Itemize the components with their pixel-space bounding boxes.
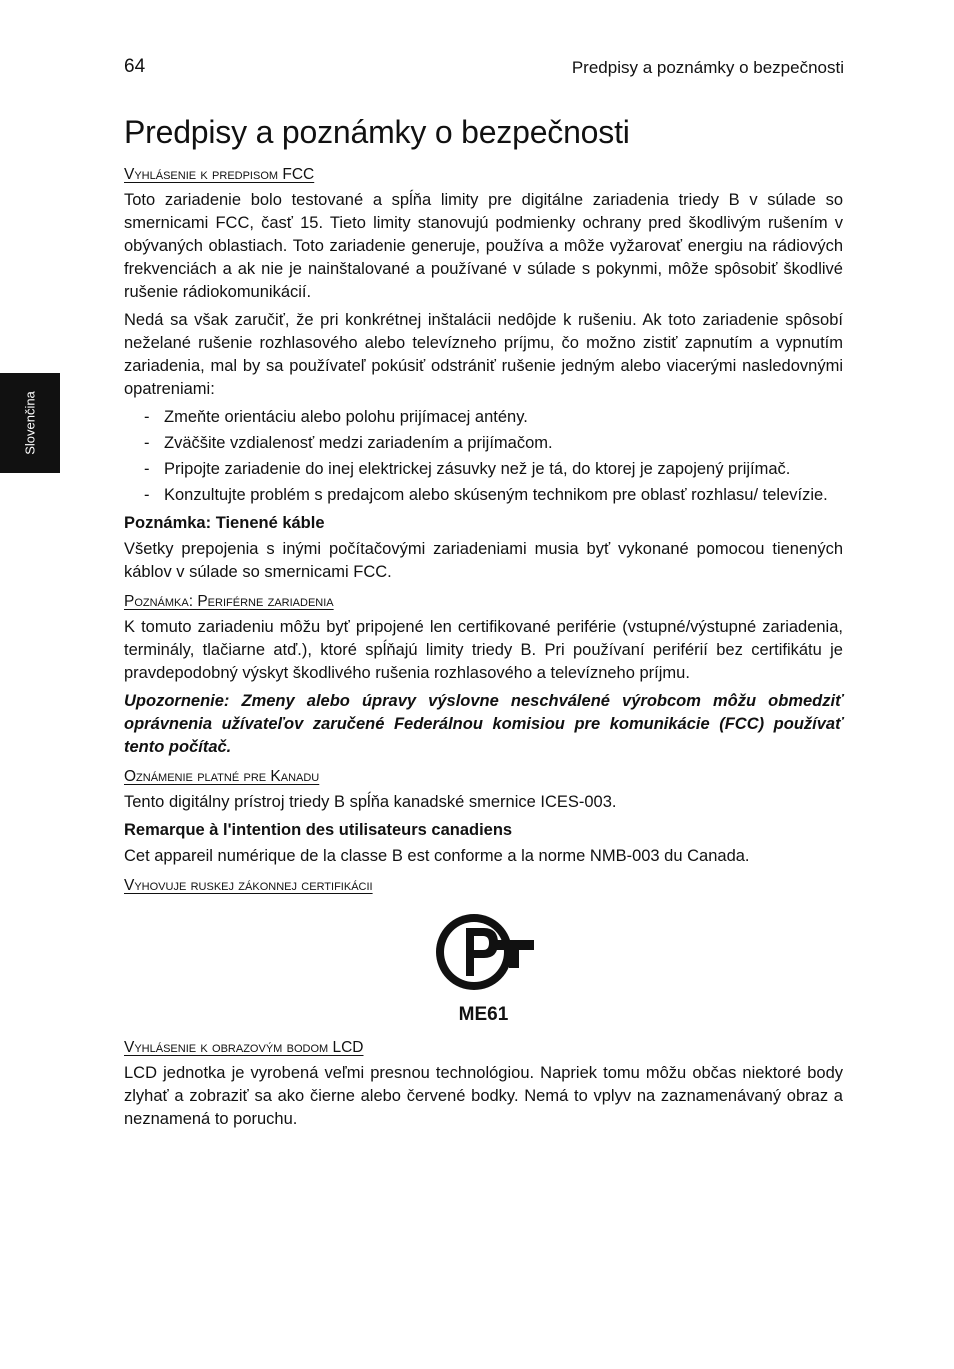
language-side-tab — [0, 373, 60, 473]
lcd-heading: Vyhlásenie k obrazovým bodom LCD — [124, 1039, 364, 1056]
canada-heading: Oznámenie platné pre Kanadu — [124, 768, 320, 785]
list-item — [124, 458, 843, 481]
peripherals-text: K tomuto zariadeniu môžu byť pripojené len certifikované periférie (vstupné/výstupné zariadenia, terminály, tlačiarne atď.), ktoré spĺňajú limity triedy B. Pri používaní periférií bez certifikátu je pravdepodobný výskyt škodlivého rušenia rozhlasového a televízneho príjmu. — [124, 618, 843, 682]
list-item-text: Konzultujte problém s predajcom alebo skúseným technikom pre oblasť rozhlasu/ televízie. — [164, 486, 828, 504]
dash-marker: - — [144, 434, 150, 452]
lcd-text: LCD jednotka je vyrobená veľmi presnou technológiou. Napriek tomu môžu občas niektoré body zlyhať a zobraziť sa ako čierne alebo červené bodky. Nemá to vplyv na zaznamenávaný obraz a neznamená to poruchu. — [124, 1064, 843, 1128]
list-item-text: Zväčšite vzdialenosť medzi zariadením a prijímačom. — [164, 434, 553, 452]
canada-french-text: Cet appareil numérique de la classe B est conforme a la norme NMB-003 du Canada. — [124, 847, 750, 865]
fcc-paragraph-2: Nedá sa však zaručiť, že pri konkrétnej inštalácii nedôjde k rušeniu. Ak toto zariadenie spôsobí neželané rušenie rozhlasového alebo televízneho príjmu, čo možno zistiť zapnutím a vypnutím zariadenia, mal by sa používateľ pokúsiť odstrániť rušenie jedným alebo viacerými nasledovnými opatreniami: — [124, 311, 843, 398]
dash-marker: - — [144, 408, 150, 426]
side-tab-label: Slovenčina — [22, 391, 38, 455]
shielded-cables-note-title: Poznámka: Tienené káble — [124, 514, 325, 532]
peripherals-heading: Poznámka: Periférne zariadenia — [124, 593, 334, 610]
russia-heading: Vyhovuje ruskej zákonnej certifikácii — [124, 877, 373, 894]
page-title: Predpisy a poznámky o bezpečnosti — [124, 114, 630, 150]
list-item-text: Zmeňte orientáciu alebo polohu prijímacej antény. — [164, 408, 528, 426]
page-number: 64 — [124, 56, 146, 77]
canada-french-title: Remarque à l'intention des utilisateurs canadiens — [124, 821, 513, 839]
running-title: Predpisy a poznámky o bezpečnosti — [571, 58, 844, 77]
fcc-warning: Upozornenie: Zmeny alebo úpravy výslovne neschválené výrobcom môžu obmedziť oprávnenia užívateľov zaručené Federálnou komisiou pre komunikácie (FCC) používať tento počítač. — [124, 692, 843, 756]
list-item — [124, 484, 843, 507]
list-item — [124, 406, 843, 429]
page-content — [124, 114, 843, 1136]
list-item-text: Pripojte zariadenie do inej elektrickej zásuvky než je tá, do ktorej je zapojený prijímač. — [164, 460, 791, 478]
fcc-heading: Vyhlásenie k predpisom FCC — [124, 166, 315, 183]
russian-certification-block — [124, 910, 843, 1030]
fcc-measures-list — [124, 406, 843, 507]
pct-certification-logo-icon — [432, 910, 536, 994]
list-item — [124, 432, 843, 455]
dash-marker: - — [144, 460, 150, 478]
fcc-paragraph-1: Toto zariadenie bolo testované a spĺňa limity pre digitálne zariadenia triedy B v súlade so smernicami FCC, časť 15. Tieto limity stanovujú podmienky ochrany pred škodlivým rušením v obývaných oblastiach. Toto zariadenie generuje, používa a môže vyžarovať energiu na rádiových frekvenciách a ak nie je nainštalované a používané v súlade s pokynmi, môže spôsobiť škodlivé rušenie rádiokomunikácií. — [124, 191, 843, 301]
certification-code: ME61 — [458, 1004, 509, 1025]
canada-text: Tento digitálny prístroj triedy B spĺňa kanadské smernice ICES-003. — [124, 793, 617, 811]
shielded-cables-note-text: Všetky prepojenia s inými počítačovými zariadeniami musia byť vykonané pomocou tienených káblov v súlade so smernicami FCC. — [124, 540, 843, 581]
dash-marker: - — [144, 486, 150, 504]
